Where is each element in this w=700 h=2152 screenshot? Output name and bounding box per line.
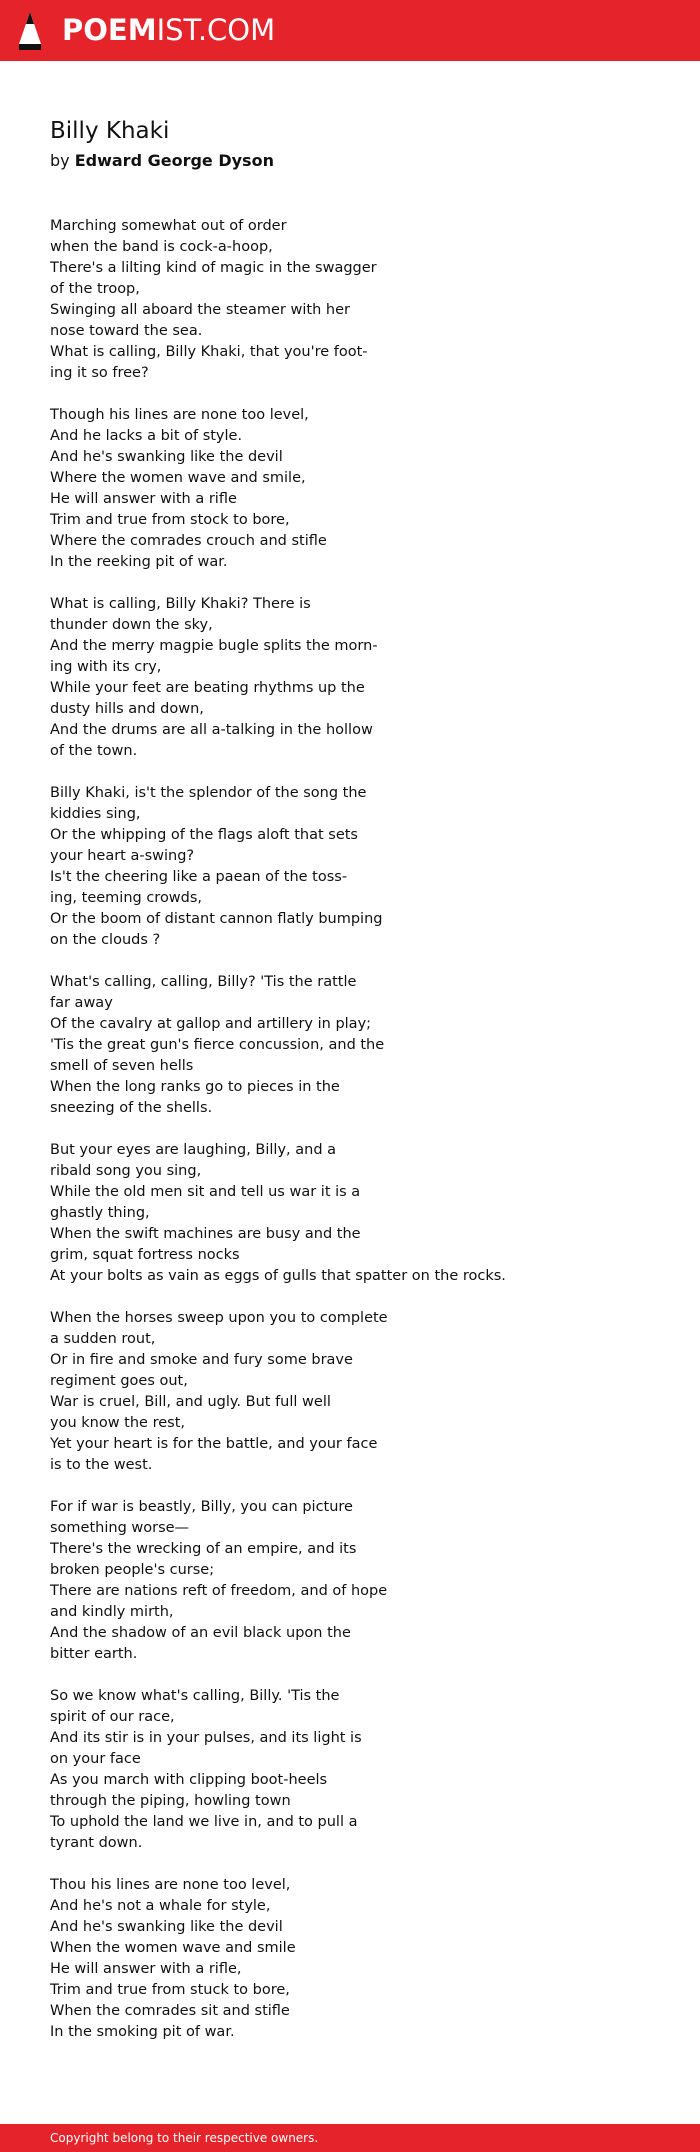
poem-line: Marching somewhat out of order [50,218,287,234]
poem-line: ing with its cry, [50,659,162,675]
poem-stanza [50,594,650,762]
poem-line: ing, teeming crowds, [50,890,203,906]
poem-stanza [50,216,650,384]
poem-line: When the long ranks go to pieces in the [50,1079,340,1095]
copyright-text: Copyright belong to their respective owners. [50,2131,319,2145]
poem-line: when the band is cock-a-hoop, [50,239,273,255]
poem-line: And its stir is in your pulses, and its light is [50,1730,362,1746]
poem-line: He will answer with a rifle [50,491,237,507]
poem-line: There's a lilting kind of magic in the swagger [50,260,377,276]
poem-line: sneezing of the shells. [50,1100,213,1116]
poem-line: a sudden rout, [50,1331,156,1347]
poem-line: through the piping, howling town [50,1793,291,1809]
poem-line: on the clouds ? [50,932,161,948]
poem-line: you know the rest, [50,1415,185,1431]
poem-line: spirit of our race, [50,1709,175,1725]
poem-line: smell of seven hells [50,1058,194,1074]
poem-line: What's calling, calling, Billy? 'Tis the rattle [50,974,357,990]
poem-line: is to the west. [50,1457,153,1473]
pencil-tip-icon[interactable] [17,10,43,52]
poem-line: ribald song you sing, [50,1163,202,1179]
poem-line: For if war is beastly, Billy, you can picture [50,1499,353,1515]
poem-line: Or the boom of distant cannon flatly bumping [50,911,383,927]
poem-line: And he's not a whale for style, [50,1898,271,1914]
poem-line: So we know what's calling, Billy. 'Tis the [50,1688,340,1704]
poem-line: And the drums are all a-talking in the hollow [50,722,373,738]
poem-line: Though his lines are none too level, [50,407,309,423]
poem-line: And he's swanking like the devil [50,449,283,465]
poem-line: But your eyes are laughing, Billy, and a [50,1142,337,1158]
poem-title: Billy Khaki [50,118,170,144]
poem-line: and kindly mirth, [50,1604,174,1620]
poem-line: ing it so free? [50,365,149,381]
poem-line: Of the cavalry at gallop and artillery in play; [50,1016,372,1032]
poem-stanza [50,405,650,573]
poem-line: Billy Khaki, is't the splendor of the song the [50,785,367,801]
poem-line: Yet your heart is for the battle, and your face [50,1436,378,1452]
by-label: by [50,151,70,170]
poem-line: ghastly thing, [50,1205,150,1221]
poem-line: tyrant down. [50,1835,143,1851]
poem-line: your heart a-swing? [50,848,195,864]
logo-bold-text: POEM [62,13,157,47]
poem-line: What is calling, Billy Khaki, that you're foot- [50,344,368,360]
poem-content [50,114,650,2064]
poem-line: on your face [50,1751,141,1767]
poem-line: And he lacks a bit of style. [50,428,243,444]
poem-line: broken people's curse; [50,1562,215,1578]
poem-line: When the horses sweep upon you to complete [50,1310,388,1326]
poem-line: While the old men sit and tell us war it is a [50,1184,361,1200]
poem-line: And the merry magpie bugle splits the morn- [50,638,378,654]
poem-line: Or the whipping of the flags aloft that sets [50,827,358,843]
poem-line: There's the wrecking of an empire, and its [50,1541,357,1557]
poem-line: And the shadow of an evil black upon the [50,1625,351,1641]
poem-stanza [50,1497,650,1665]
poem-line: nose toward the sea. [50,323,203,339]
poem-line: Or in fire and smoke and fury some brave [50,1352,353,1368]
poem-line: thunder down the sky, [50,617,213,633]
poem-line: When the swift machines are busy and the [50,1226,361,1242]
poem-line: What is calling, Billy Khaki? There is [50,596,311,612]
poem-stanza [50,972,650,1119]
site-header [0,0,700,61]
poem-line: kiddies sing, [50,806,141,822]
poem-line: something worse— [50,1520,190,1536]
poem-line: When the comrades sit and stifle [50,2003,290,2019]
poem-line: of the town. [50,743,138,759]
poem-line: of the troop, [50,281,140,297]
poem-line: 'Tis the great gun's fierce concussion, and the [50,1037,385,1053]
poem-line: War is cruel, Bill, and ugly. But full well [50,1394,331,1410]
poem-line: In the smoking pit of war. [50,2024,235,2040]
poem-line: Where the women wave and smile, [50,470,306,486]
poem-line: And he's swanking like the devil [50,1919,283,1935]
poem-line: bitter earth. [50,1646,138,1662]
poem-line: Where the comrades crouch and stifle [50,533,327,549]
poem-line: regiment goes out, [50,1373,188,1389]
site-footer [0,2124,700,2152]
author-name: Edward George Dyson [74,151,274,170]
poem-line: grim, squat fortress nocks [50,1247,240,1263]
poem-stanza [50,1875,650,2043]
site-logo[interactable] [62,12,275,48]
poem-line: dusty hills and down, [50,701,204,717]
poem-line: When the women wave and smile [50,1940,296,1956]
poem-line: Trim and true from stuck to bore, [50,1982,290,1998]
logo-light-text: IST.COM [156,13,276,47]
poem-stanza [50,1308,650,1476]
poem-line: At your bolts as vain as eggs of gulls that spatter on the rocks. [50,1268,506,1284]
poem-byline [50,148,650,174]
poem-stanza [50,783,650,951]
poem-line: In the reeking pit of war. [50,554,228,570]
poem-line: To uphold the land we live in, and to pull a [50,1814,358,1830]
poem-line: far away [50,995,113,1011]
poem-line: There are nations reft of freedom, and of hope [50,1583,388,1599]
poem-line: Is't the cheering like a paean of the toss- [50,869,348,885]
poem-line: While your feet are beating rhythms up the [50,680,365,696]
poem-stanza [50,1686,650,1854]
poem-stanza [50,1140,650,1287]
poem-line: As you march with clipping boot-heels [50,1772,328,1788]
poem-body [50,216,650,2043]
poem-line: Thou his lines are none too level, [50,1877,291,1893]
poem-line: Trim and true from stock to bore, [50,512,290,528]
poem-line: Swinging all aboard the steamer with her [50,302,350,318]
poem-line: He will answer with a rifle, [50,1961,242,1977]
